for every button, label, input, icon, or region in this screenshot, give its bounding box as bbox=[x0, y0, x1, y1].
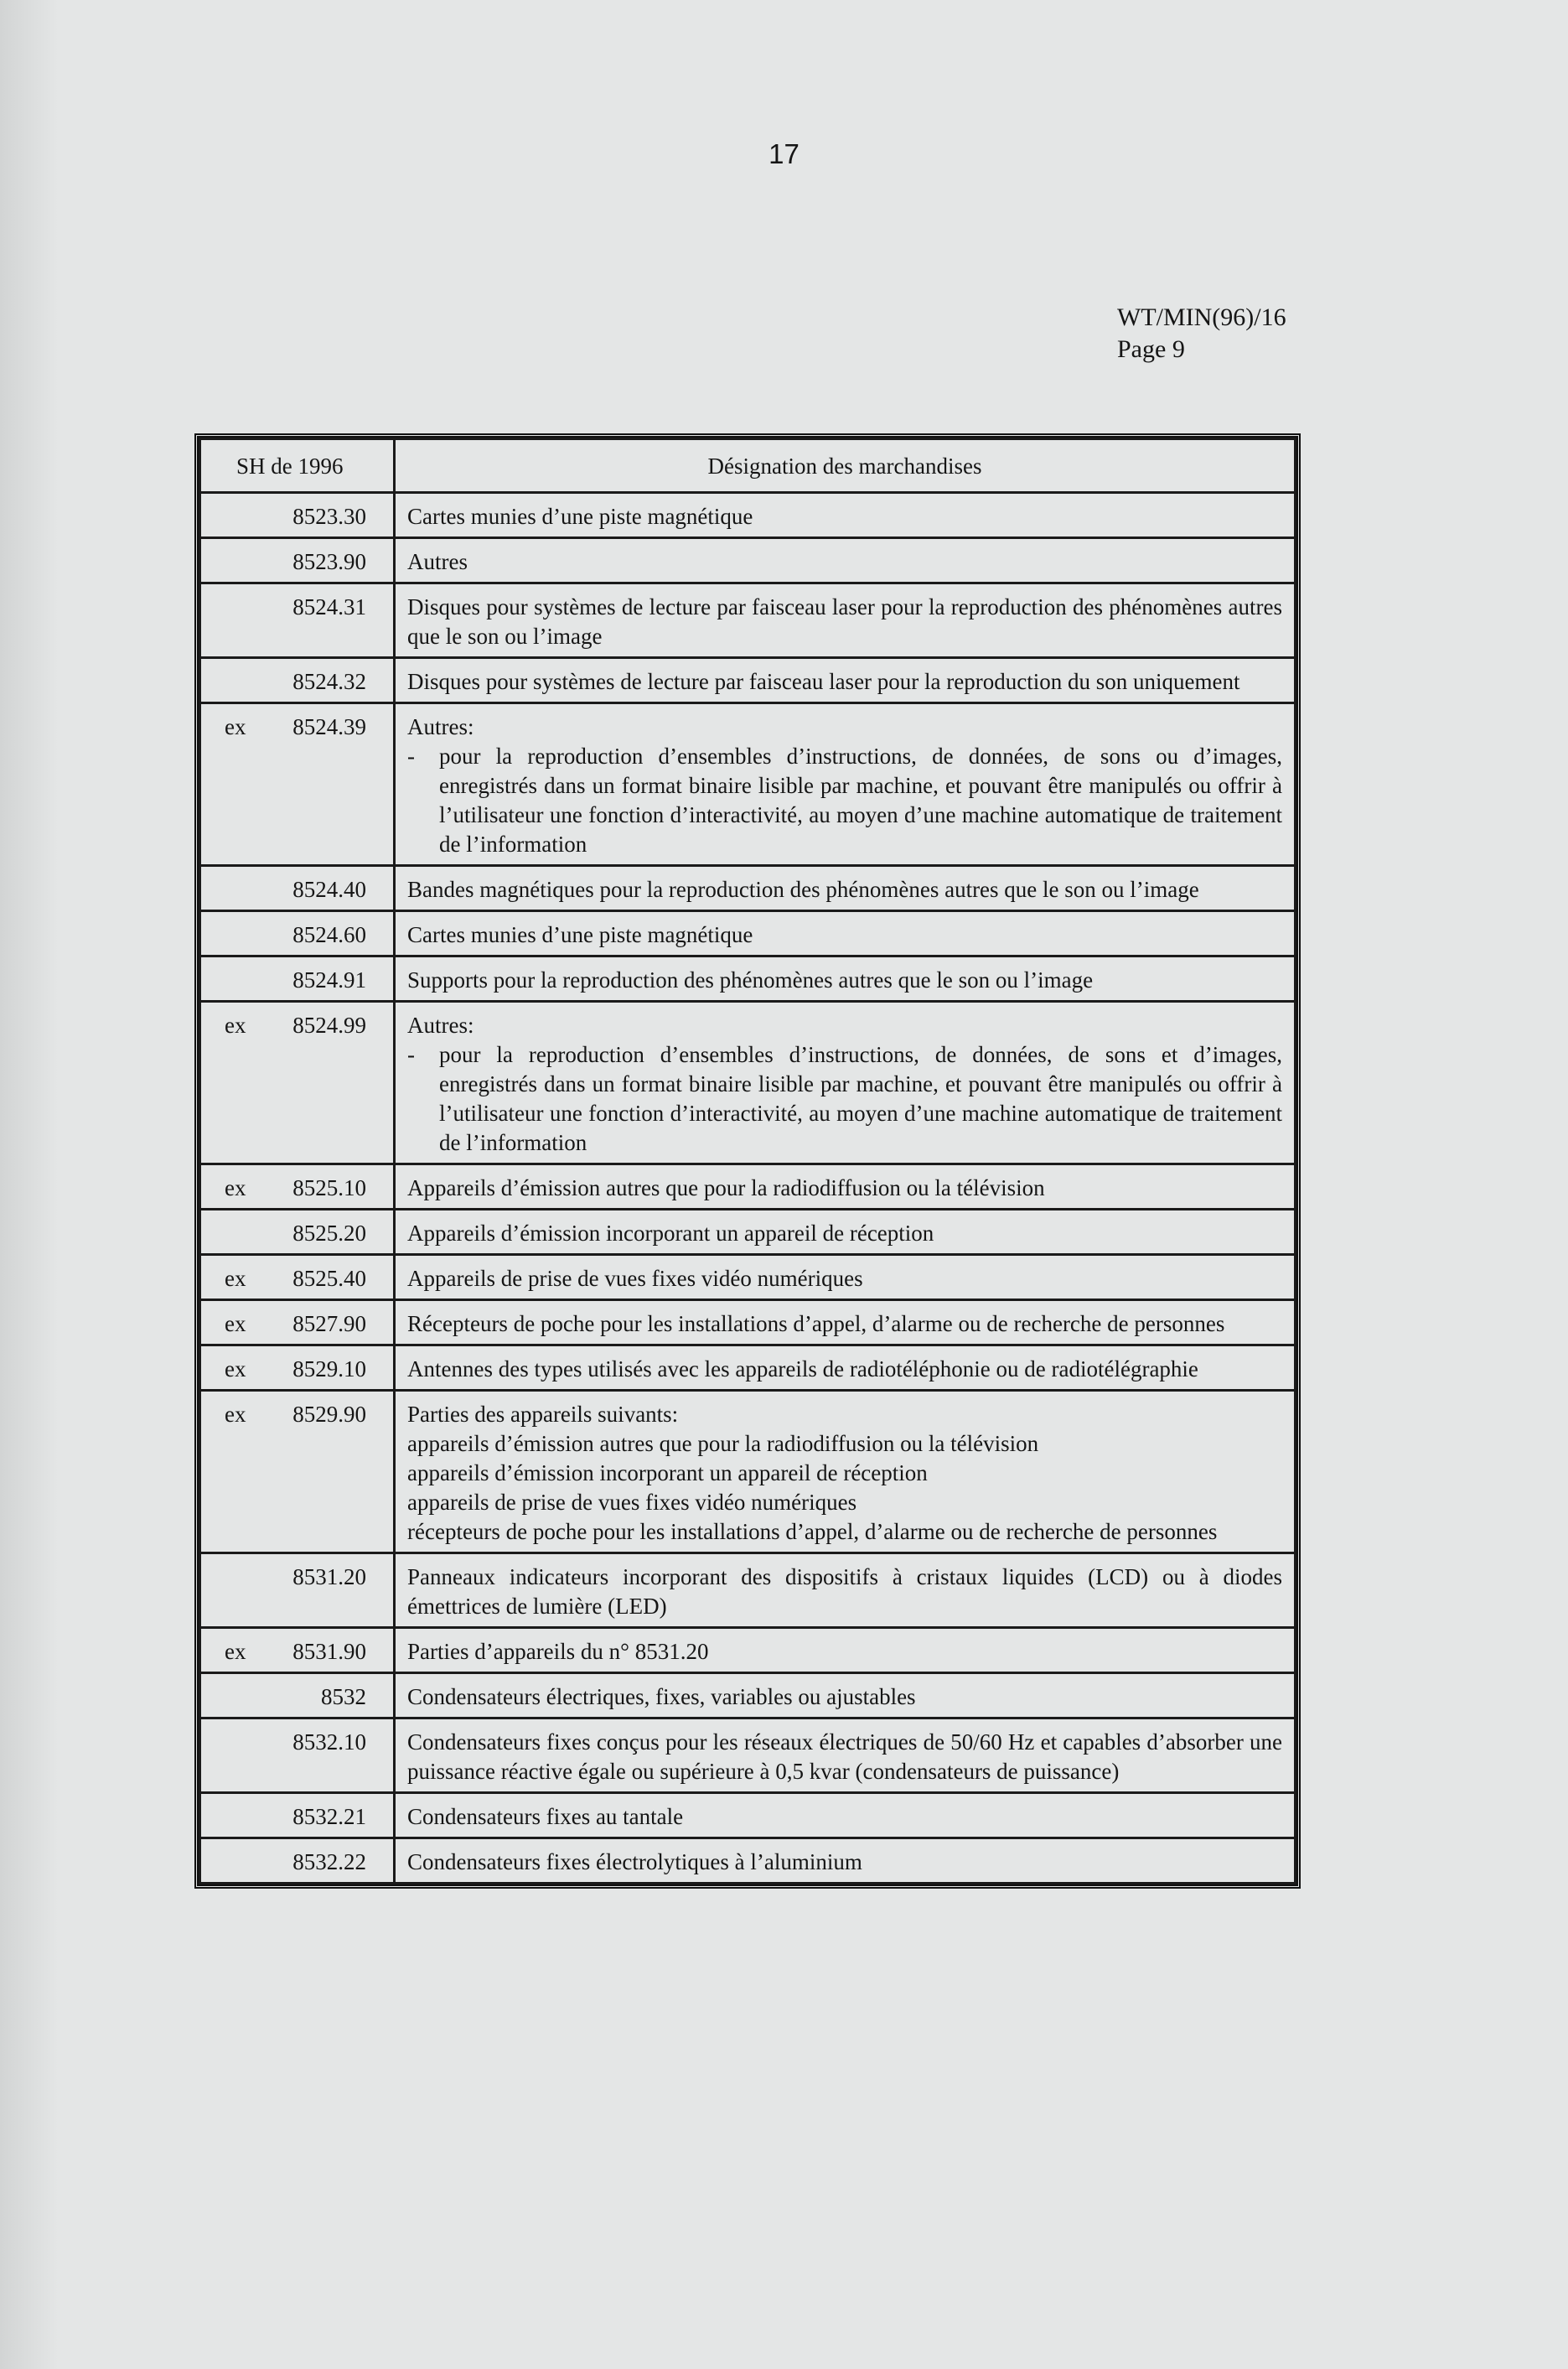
ex-marker: ex bbox=[225, 1266, 246, 1291]
hs-code: 8525.10 bbox=[292, 1175, 366, 1200]
table-row bbox=[200, 1628, 1296, 1673]
description-cell: Condensateurs électriques, fixes, variables ou ajustables bbox=[395, 1673, 1296, 1718]
hs-code: 8525.20 bbox=[292, 1221, 366, 1246]
table-row bbox=[200, 1255, 1296, 1300]
hs-code-cell bbox=[200, 1718, 395, 1793]
hs-code-cell bbox=[200, 493, 395, 538]
description-line: appareils d’émission incorporant un appareil de réception bbox=[407, 1460, 928, 1485]
description-cell: Récepteurs de poche pour les installations d’appel, d’alarme ou de recherche de personnes bbox=[395, 1300, 1296, 1345]
dash-item bbox=[407, 742, 1282, 859]
table-row bbox=[200, 1793, 1296, 1838]
dash-item-text: pour la reproduction d’ensembles d’instructions, de données, de sons ou d’images, enregistrés dans un format binaire lisible par machine, et pouvant être manipulés ou offrir à l’utilisateur une fonction d’interactivité, au moyen d’une machine automatique de traitement de l’information bbox=[439, 744, 1282, 857]
description-heading: Autres: bbox=[407, 714, 474, 739]
hs-code-cell bbox=[200, 703, 395, 866]
table-row bbox=[200, 911, 1296, 956]
hs-code: 8529.90 bbox=[292, 1402, 366, 1427]
hs-code: 8523.30 bbox=[292, 504, 366, 529]
description-cell: Autres bbox=[395, 538, 1296, 583]
hs-code-cell bbox=[200, 1210, 395, 1255]
description-cell: Appareils d’émission incorporant un appareil de réception bbox=[395, 1210, 1296, 1255]
table-row bbox=[200, 1718, 1296, 1793]
description-cell: Panneaux indicateurs incorporant des dispositifs à cristaux liquides (LCD) ou à diodes émettrices de lumière (LED) bbox=[395, 1553, 1296, 1628]
dash-item-text: pour la reproduction d’ensembles d’instructions, de données, de sons et d’images, enregistrés dans un format binaire lisible par machine, et pouvant être manipulés ou offrir à l’utilisateur une fonction d’interactivité, au moyen d’une machine automatique de traitement de l’information bbox=[439, 1042, 1282, 1155]
table-row bbox=[200, 1673, 1296, 1718]
description-cell: Condensateurs fixes au tantale bbox=[395, 1793, 1296, 1838]
hs-code: 8532.22 bbox=[292, 1849, 366, 1874]
table-row bbox=[200, 538, 1296, 583]
hs-code: 8531.20 bbox=[292, 1564, 366, 1589]
hs-code-cell bbox=[200, 1002, 395, 1164]
table-row bbox=[200, 583, 1296, 658]
hs-code: 8523.90 bbox=[292, 549, 366, 574]
hs-code-cell bbox=[200, 911, 395, 956]
ex-marker: ex bbox=[225, 1639, 246, 1664]
hs-code-cell bbox=[200, 1391, 395, 1553]
description-cell: Appareils d’émission autres que pour la radiodiffusion ou la télévision bbox=[395, 1164, 1296, 1210]
document-page-label: Page 9 bbox=[1117, 335, 1185, 363]
dash-marker: - bbox=[407, 1042, 415, 1067]
table-row bbox=[200, 1553, 1296, 1628]
hs-code-cell bbox=[200, 1345, 395, 1391]
description-cell: Appareils de prise de vues fixes vidéo numériques bbox=[395, 1255, 1296, 1300]
table-header-row bbox=[200, 439, 1296, 493]
hs-code: 8524.31 bbox=[292, 594, 366, 619]
hs-code-cell bbox=[200, 658, 395, 703]
hs-code: 8524.91 bbox=[292, 967, 366, 993]
description-cell: Parties d’appareils du n° 8531.20 bbox=[395, 1628, 1296, 1673]
description-cell: Cartes munies d’une piste magnétique bbox=[395, 911, 1296, 956]
column-header-hs-code: SH de 1996 bbox=[200, 439, 395, 493]
description-cell: Disques pour systèmes de lecture par faisceau laser pour la reproduction du son uniquement bbox=[395, 658, 1296, 703]
hs-code: 8529.10 bbox=[292, 1356, 366, 1381]
ex-marker: ex bbox=[225, 1013, 246, 1038]
hs-code: 8532 bbox=[321, 1684, 366, 1709]
ex-marker: ex bbox=[225, 714, 246, 739]
column-header-description: Désignation des marchandises bbox=[395, 439, 1296, 493]
description-heading: Parties des appareils suivants: bbox=[407, 1402, 679, 1427]
description-cell: Disques pour systèmes de lecture par faisceau laser pour la reproduction des phénomènes autres que le son ou l’image bbox=[395, 583, 1296, 658]
hs-code-cell bbox=[200, 956, 395, 1002]
description-line: récepteurs de poche pour les installations d’appel, d’alarme ou de recherche de personnes bbox=[407, 1519, 1218, 1544]
description-cell: Cartes munies d’une piste magnétique bbox=[395, 493, 1296, 538]
document-symbol: WT/MIN(96)/16 bbox=[1117, 303, 1286, 331]
hs-code: 8524.60 bbox=[292, 922, 366, 947]
hs-code: 8531.90 bbox=[292, 1639, 366, 1664]
hs-code: 8524.32 bbox=[292, 669, 366, 694]
table-row bbox=[200, 1838, 1296, 1884]
description-cell: Condensateurs fixes conçus pour les réseaux électriques de 50/60 Hz et capables d’absorber une puissance réactive égale ou supérieure à 0,5 kvar (condensateurs de puissance) bbox=[395, 1718, 1296, 1793]
hs-code-cell bbox=[200, 1255, 395, 1300]
table-row bbox=[200, 1345, 1296, 1391]
table-row bbox=[200, 658, 1296, 703]
hs-code-cell bbox=[200, 1673, 395, 1718]
hs-code-cell bbox=[200, 1300, 395, 1345]
description-line: appareils d’émission autres que pour la radiodiffusion ou la télévision bbox=[407, 1431, 1039, 1456]
table-row bbox=[200, 1300, 1296, 1345]
description-cell: Supports pour la reproduction des phénomènes autres que le son ou l’image bbox=[395, 956, 1296, 1002]
ex-marker: ex bbox=[225, 1402, 246, 1427]
hs-code: 8524.99 bbox=[292, 1013, 366, 1038]
description-heading: Autres: bbox=[407, 1013, 474, 1038]
ex-marker: ex bbox=[225, 1175, 246, 1200]
table-row bbox=[200, 866, 1296, 911]
hs-code-cell bbox=[200, 866, 395, 911]
table-row bbox=[200, 1164, 1296, 1210]
page-number: 17 bbox=[768, 138, 800, 169]
dash-marker: - bbox=[407, 744, 415, 769]
ex-marker: ex bbox=[225, 1356, 246, 1381]
description-cell: Condensateurs fixes électrolytiques à l’aluminium bbox=[395, 1838, 1296, 1884]
hs-code: 8532.10 bbox=[292, 1729, 366, 1755]
hs-code-cell bbox=[200, 1838, 395, 1884]
dash-item bbox=[407, 1040, 1282, 1158]
table-row bbox=[200, 1002, 1296, 1164]
ex-marker: ex bbox=[225, 1311, 246, 1336]
hs-code: 8524.40 bbox=[292, 877, 366, 902]
hs-code: 8532.21 bbox=[292, 1804, 366, 1829]
hs-code-cell bbox=[200, 1628, 395, 1673]
hs-code-cell bbox=[200, 1164, 395, 1210]
hs-code-cell bbox=[200, 583, 395, 658]
hs-code-cell bbox=[200, 538, 395, 583]
table-row bbox=[200, 1391, 1296, 1553]
description-cell: Bandes magnétiques pour la reproduction des phénomènes autres que le son ou l’image bbox=[395, 866, 1296, 911]
description-line: appareils de prise de vues fixes vidéo numériques bbox=[407, 1490, 857, 1515]
description-cell bbox=[395, 1391, 1296, 1553]
page-edge-shadow bbox=[0, 0, 59, 2369]
table-row bbox=[200, 703, 1296, 866]
table-row bbox=[200, 1210, 1296, 1255]
hs-code-cell bbox=[200, 1553, 395, 1628]
description-cell: Antennes des types utilisés avec les appareils de radiotéléphonie ou de radiotélégraphie bbox=[395, 1345, 1296, 1391]
table-row bbox=[200, 956, 1296, 1002]
hs-code: 8527.90 bbox=[292, 1311, 366, 1336]
hs-code-cell bbox=[200, 1793, 395, 1838]
hs-code: 8524.39 bbox=[292, 714, 366, 739]
description-cell bbox=[395, 1002, 1296, 1164]
table-row bbox=[200, 493, 1296, 538]
hs-code: 8525.40 bbox=[292, 1266, 366, 1291]
tariff-table bbox=[194, 433, 1301, 1889]
description-cell bbox=[395, 703, 1296, 866]
